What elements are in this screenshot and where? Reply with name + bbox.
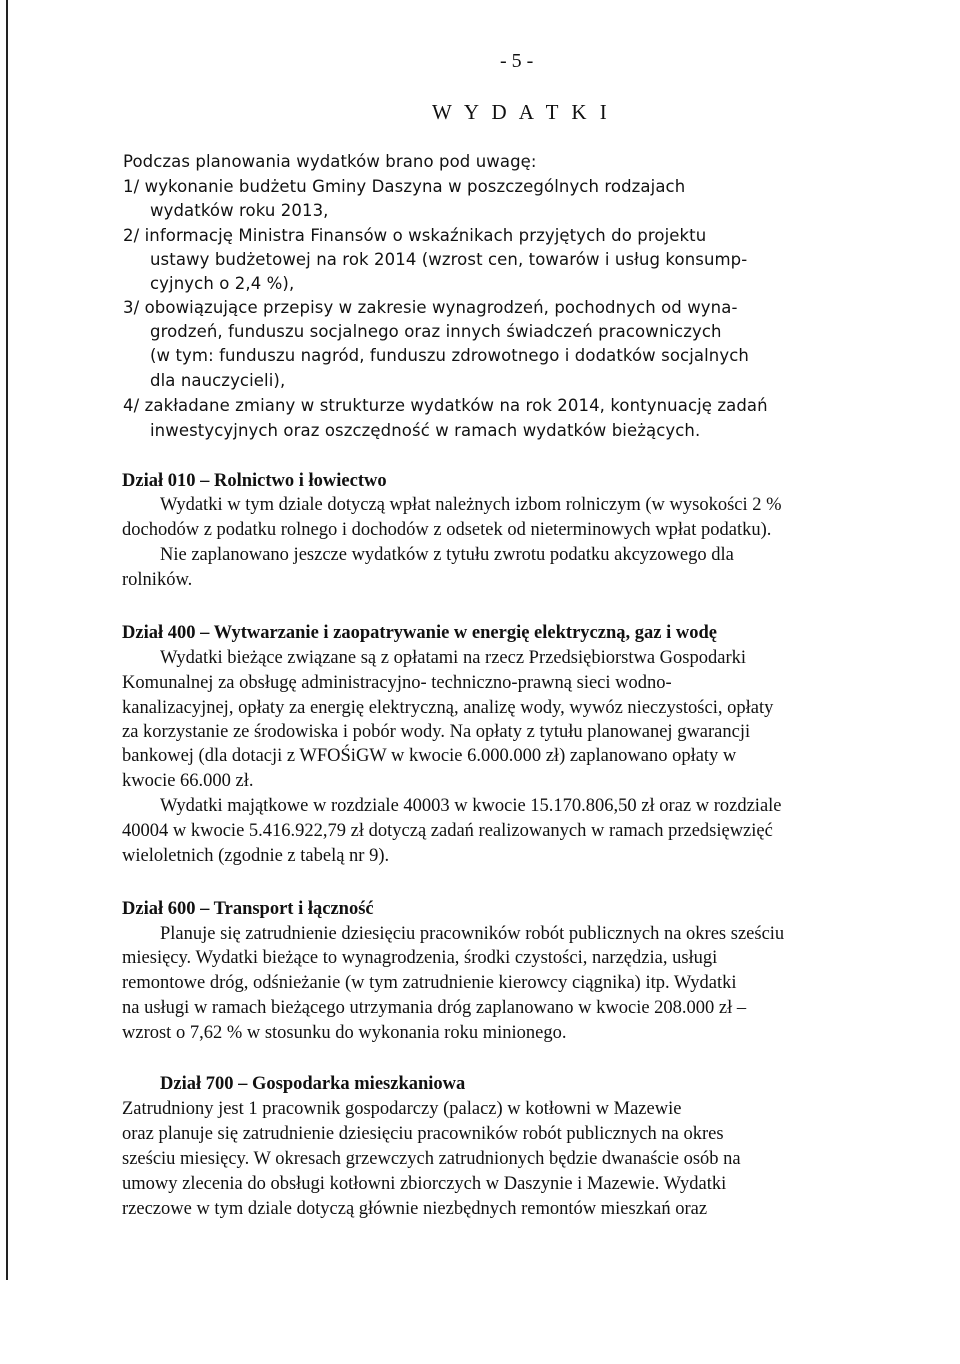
section-line: 40004 w kwocie 5.416.922,79 zł dotyczą zadań realizowanych w ramach przedsięwzięć: [122, 821, 773, 841]
section-line: wieloletnich (zgodnie z tabelą nr 9).: [122, 846, 390, 866]
intro-line: cyjnych o 2,4 %),: [150, 274, 295, 293]
section-line: Zatrudniony jest 1 pracownik gospodarczy (palacz) w kotłowni w Mazewie: [122, 1099, 682, 1119]
section-line: Wydatki majątkowe w rozdziale 40003 w kwocie 15.170.806,50 zł oraz w rozdziale: [160, 796, 782, 816]
intro-line: Podczas planowania wydatków brano pod uwagę:: [123, 152, 537, 171]
section-heading: Dział 400 – Wytwarzanie i zaopatrywanie w energię elektryczną, gaz i wodę: [122, 623, 717, 643]
section-line: sześciu miesięcy. W okresach grzewczych zatrudnionych będzie dwanaście osób na: [122, 1149, 741, 1169]
intro-line: 3/ obowiązujące przepisy w zakresie wynagrodzeń, pochodnych od wyna-: [123, 298, 738, 317]
section-line: Wydatki w tym dziale dotyczą wpłat należnych izbom rolniczym (w wysokości 2 %: [160, 495, 782, 515]
section-line: na usługi w ramach bieżącego utrzymania dróg zaplanowano w kwocie 208.000 zł –: [122, 998, 747, 1018]
section-line: remontowe dróg, odśnieżanie (w tym zatrudnienie kierowcy ciągnika) itp. Wydatki: [122, 973, 737, 993]
page-title: W Y D A T K I: [432, 100, 611, 124]
intro-line: grodzeń, funduszu socjalnego oraz innych świadczeń pracowniczych: [150, 322, 722, 341]
section-line: bankowej (dla dotacji z WFOŚiGW w kwocie 6.000.000 zł) zaplanowano opłaty w: [122, 746, 737, 766]
section-line: rolników.: [122, 570, 193, 590]
section-line: kanalizacyjnej, opłaty za energię elektryczną, analizę wody, wywóz nieczystości, opłaty: [122, 698, 774, 718]
intro-line: wydatków roku 2013,: [150, 201, 329, 220]
section-line: wzrost o 7,62 % w stosunku do wykonania roku minionego.: [122, 1023, 567, 1043]
section-heading: Dział 700 – Gospodarka mieszkaniowa: [160, 1074, 466, 1094]
intro-line: dla nauczycieli),: [150, 371, 286, 390]
section-line: umowy zlecenia do obsługi kotłowni zbiorczych w Daszynie i Mazewie. Wydatki: [122, 1174, 727, 1194]
intro-line: 4/ zakładane zmiany w strukturze wydatków na rok 2014, kontynuację zadań: [123, 396, 768, 415]
section-line: za korzystanie ze środowiska i pobór wody. Na opłaty z tytułu planowanej gwarancji: [122, 722, 751, 742]
section-line: miesięcy. Wydatki bieżące to wynagrodzenia, środki czystości, narzędzia, usługi: [122, 948, 718, 968]
intro-line: inwestycyjnych oraz oszczędność w ramach wydatków bieżących.: [150, 421, 701, 440]
section-line: rzeczowe w tym dziale dotyczą głównie niezbędnych remontów mieszkań oraz: [122, 1199, 708, 1219]
section-line: oraz planuje się zatrudnienie dziesięciu pracowników robót publicznych na okres: [122, 1124, 724, 1144]
intro-line: 2/ informację Ministra Finansów o wskaźnikach przyjętych do projektu: [123, 226, 707, 245]
section-line: dochodów z podatku rolnego i dochodów z odsetek od nieterminowych wpłat podatku).: [122, 520, 772, 540]
section-line: Komunalnej za obsługę administracyjno- techniczno-prawną sieci wodno-: [122, 673, 672, 693]
intro-line: (w tym: funduszu nagród, funduszu zdrowotnego i dodatków socjalnych: [150, 346, 749, 365]
section-heading: Dział 010 – Rolnictwo i łowiectwo: [122, 471, 387, 491]
section-line: Nie zaplanowano jeszcze wydatków z tytułu zwrotu podatku akcyzowego dla: [160, 545, 734, 565]
page-number: - 5 -: [500, 50, 534, 72]
section-heading: Dział 600 – Transport i łączność: [122, 899, 374, 919]
intro-line: ustawy budżetowej na rok 2014 (wzrost cen, towarów i usług konsump-: [150, 250, 748, 269]
section-line: Planuje się zatrudnienie dziesięciu pracowników robót publicznych na okres sześciu: [160, 924, 785, 944]
section-line: Wydatki bieżące związane są z opłatami na rzecz Przedsiębiorstwa Gospodarki: [160, 648, 746, 668]
section-line: kwocie 66.000 zł.: [122, 771, 254, 791]
page-left-edge-line: [6, 0, 8, 1280]
intro-line: 1/ wykonanie budżetu Gminy Daszyna w poszczególnych rodzajach: [123, 177, 686, 196]
